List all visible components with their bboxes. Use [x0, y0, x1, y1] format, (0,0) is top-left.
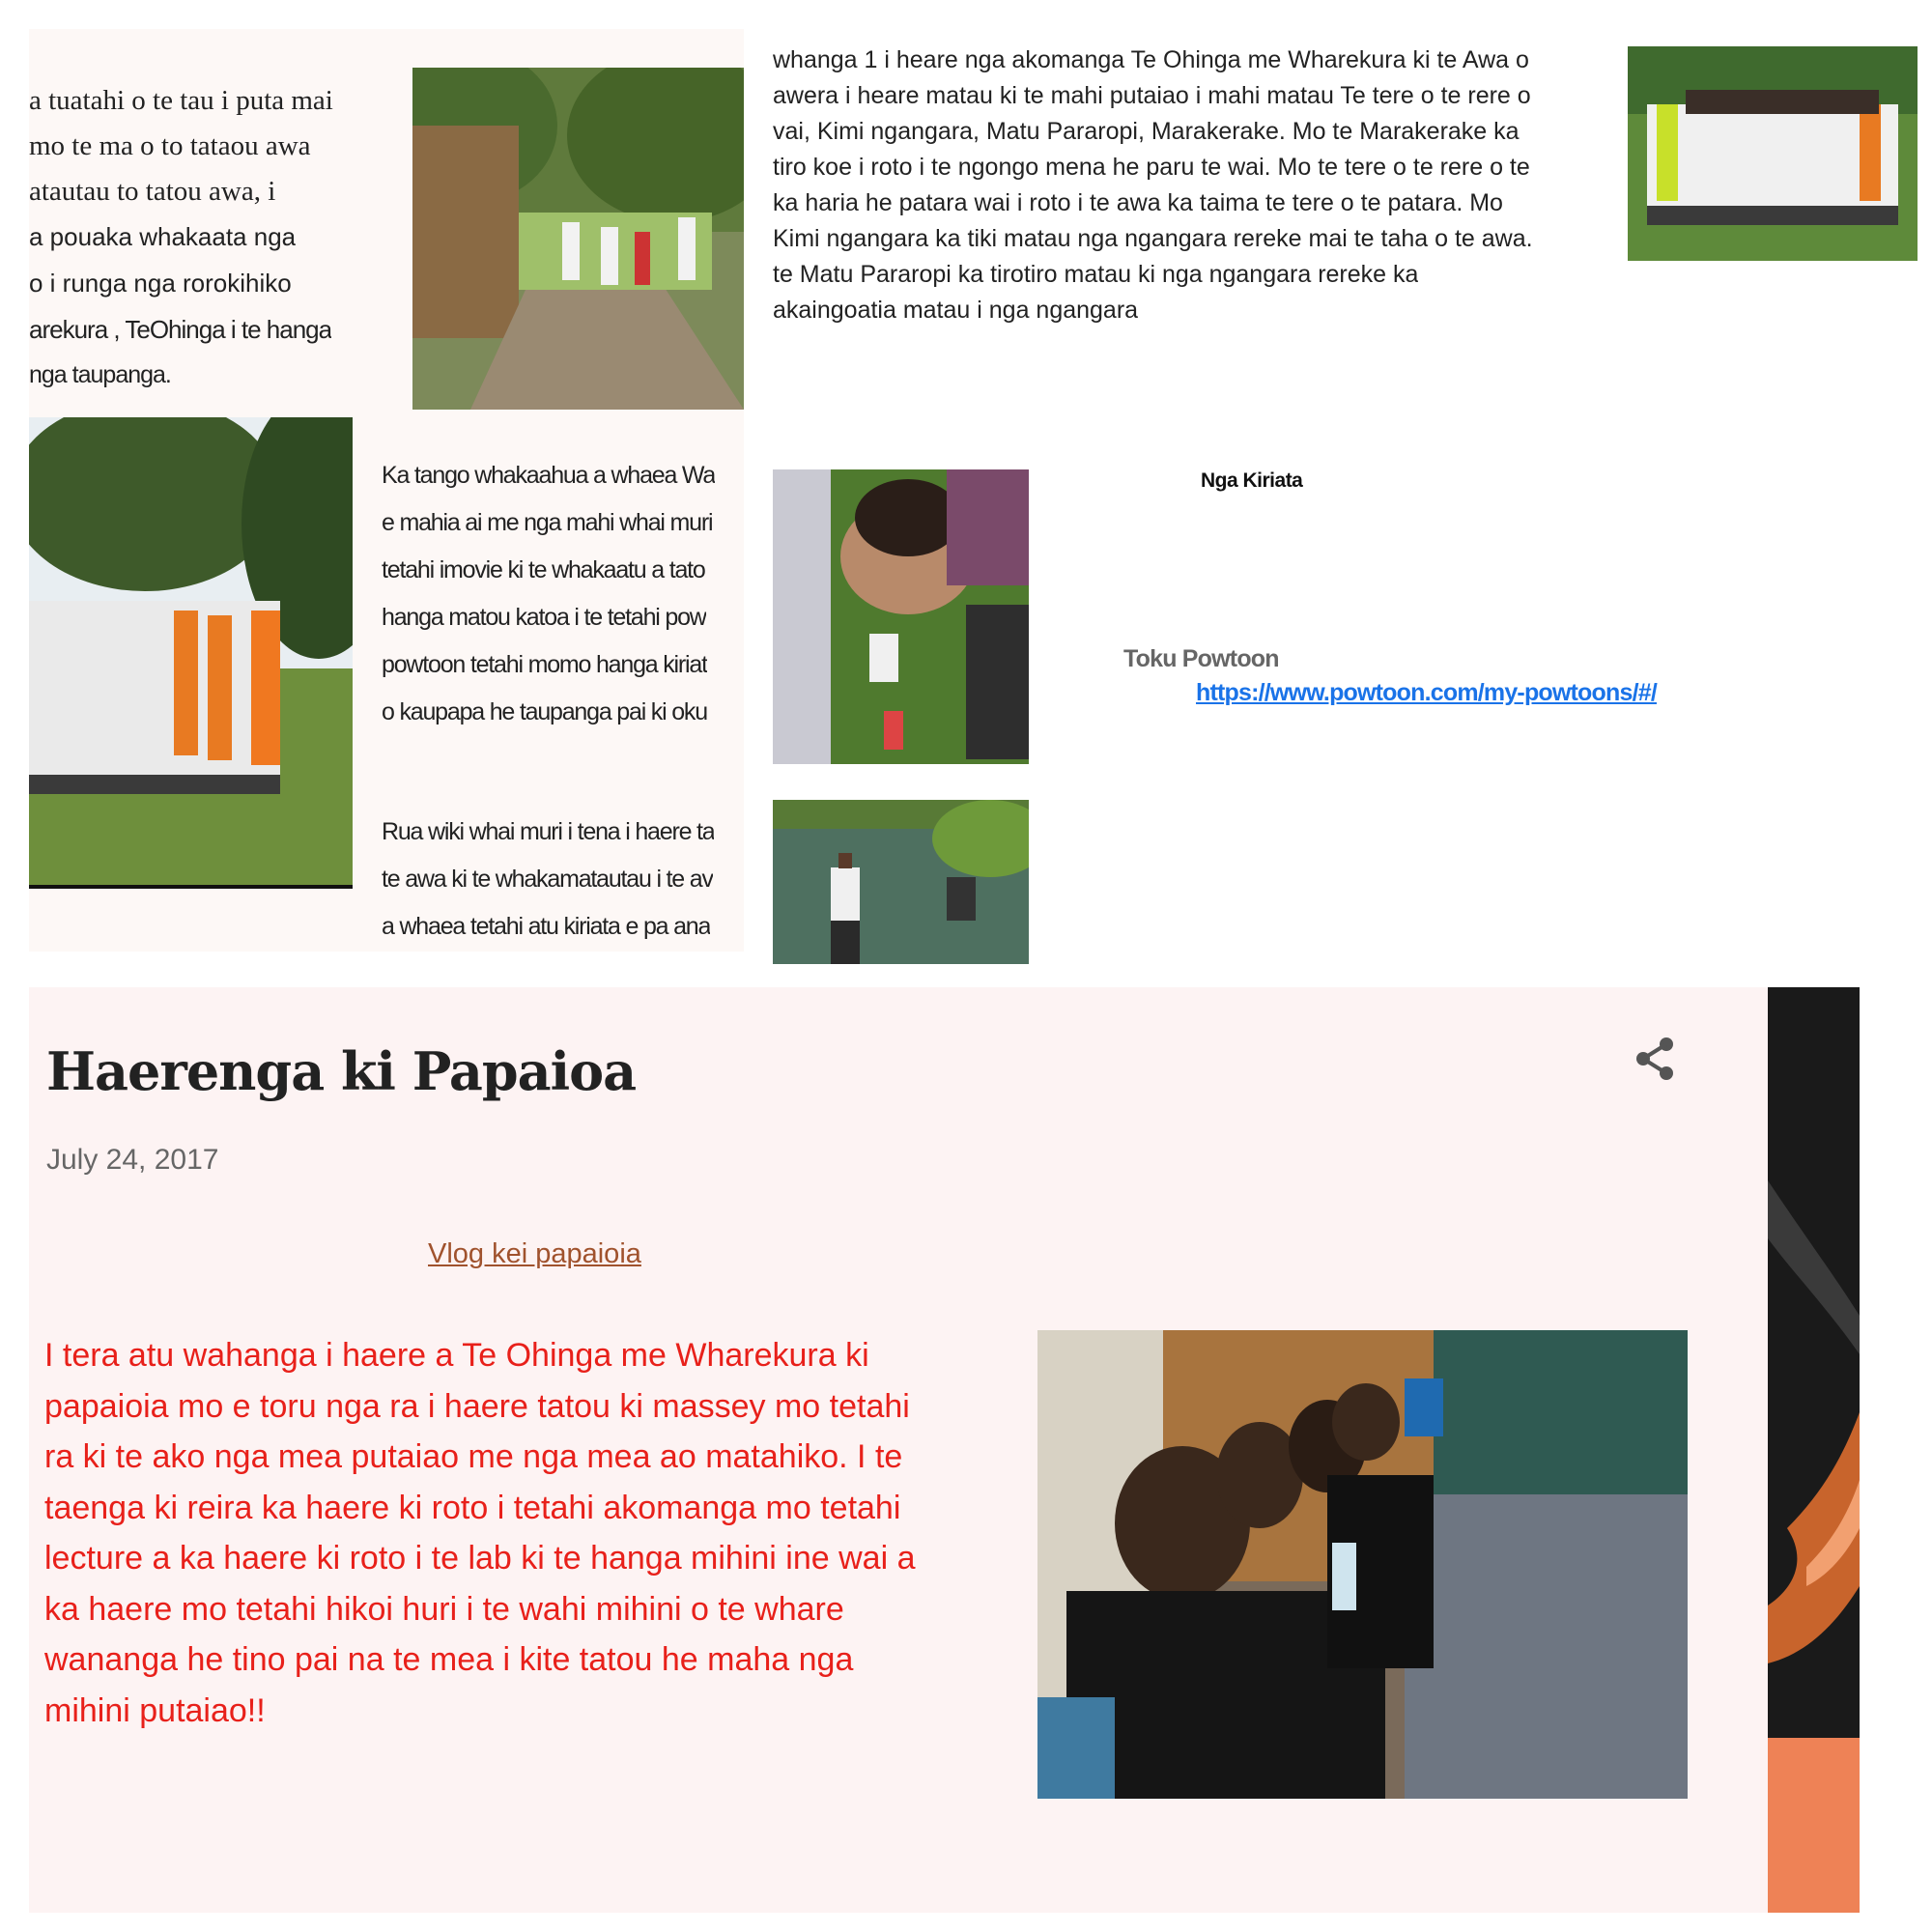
text-line: atautau to tatou awa, i: [29, 176, 276, 207]
decorative-side-strip: [1768, 987, 1860, 1913]
text-line: powtoon tetahi momo hanga kiriat: [382, 651, 707, 678]
photo-students-testing-water: [773, 469, 1029, 764]
photo-students-in-river: [773, 800, 1029, 964]
post-body: [44, 1330, 1025, 1736]
text-line: nga taupanga.: [29, 361, 171, 388]
text-line: akaingoatia matau i nga ngangara: [773, 297, 1139, 324]
collage-panel-top-right: [773, 46, 1918, 964]
text-line: whanga 1 i heare nga akomanga Te Ohinga me Wharekura ki te Awa o: [773, 46, 1529, 73]
text-line: a whaea tetahi atu kiriata e pa ana: [382, 913, 711, 940]
text-line: a pouaka whakaata nga: [29, 222, 297, 251]
body-line: taenga ki reira ka haere ki roto i tetahi akomanga mo tetahi: [44, 1489, 901, 1526]
share-button[interactable]: [1633, 1036, 1677, 1082]
body-line: wananga he tino pai na te mea i kite tatou he maha nga: [44, 1641, 854, 1678]
photo-students-walking-path: [412, 68, 744, 410]
text-line: o kaupapa he taupanga pai ki oku: [382, 698, 707, 725]
text-line: tiro koe i roto i te ngongo mena he paru te wai. Mo te tere o te rere o te: [773, 154, 1530, 181]
body-line: ka haere mo tetahi hikoi huri i te wahi mihini o te whare: [44, 1590, 844, 1628]
text-line: o i runga nga rorokihiko: [29, 269, 292, 298]
text-line: Kimi ngangara ka tiki matau nga ngangara rereke mai te taha o te awa.: [773, 225, 1533, 252]
section-heading-kiriata: Nga Kiriata: [1201, 469, 1303, 492]
text-line: mo te ma o to tataou awa: [29, 130, 311, 161]
share-icon: [1633, 1069, 1677, 1086]
text-line: ka haria he patara wai i roto i te awa ka taima te tere o te patara. Mo: [773, 189, 1503, 216]
text-line: e mahia ai me nga mahi whai muri: [382, 509, 713, 536]
body-line: ra ki te ako nga mea putaiao me nga mea ao matahiko. I te: [44, 1438, 903, 1475]
post-title[interactable]: Haerenga ki Papaioa: [46, 1040, 637, 1102]
body-line: papaioia mo e toru nga ra i haere tatou ki massey mo tetahi: [44, 1387, 910, 1425]
text-line: tetahi imovie ki te whakaatu a tato: [382, 556, 705, 583]
post-date: July 24, 2017: [46, 1144, 219, 1176]
text-line: arekura , TeOhinga i te hanga: [29, 315, 332, 344]
powtoon-link[interactable]: https://www.powtoon.com/my-powtoons/#/: [1196, 679, 1657, 706]
vlog-link[interactable]: Vlog kei papaioia: [428, 1238, 641, 1269]
decorative-pattern: [1768, 987, 1860, 1738]
collage-panel-top-left: [29, 29, 744, 952]
text-line: vai, Kimi ngangara, Matu Pararopi, Marakerake. Mo te Marakerake ka: [773, 118, 1520, 145]
photo-group-on-grass: [1628, 46, 1918, 261]
body-line: lecture a ka haere ki roto i te lab ki te hanga mihini ine wai a: [44, 1540, 916, 1577]
decorative-orange-block: [1768, 1738, 1860, 1913]
text-line: Rua wiki whai muri i tena i haere ta: [382, 818, 715, 845]
text-line: awera i heare matau ki te mahi putaiao i mahi matau Te tere o te rere o: [773, 82, 1531, 109]
text-line: Ka tango whakaahua a whaea Wa: [382, 462, 716, 489]
text-line: te Matu Pararopi ka tirotiro matau ki nga ngangara rereke ka: [773, 261, 1419, 288]
powtoon-label: Toku Powtoon: [1123, 645, 1279, 672]
photo-group-lab-coats: [29, 417, 353, 889]
body-line: mihini putaiao!!: [44, 1691, 266, 1729]
body-line: I tera atu wahanga i haere a Te Ohinga me Wharekura ki: [44, 1337, 869, 1374]
blog-post: [29, 987, 1768, 1913]
text-line: hanga matou katoa i te tetahi pow: [382, 604, 706, 631]
photo-students-in-hallway: [1037, 1330, 1688, 1799]
text-line: a tuatahi o te tau i puta mai: [29, 85, 333, 116]
text-line: te awa ki te whakamatautau i te av: [382, 866, 713, 893]
